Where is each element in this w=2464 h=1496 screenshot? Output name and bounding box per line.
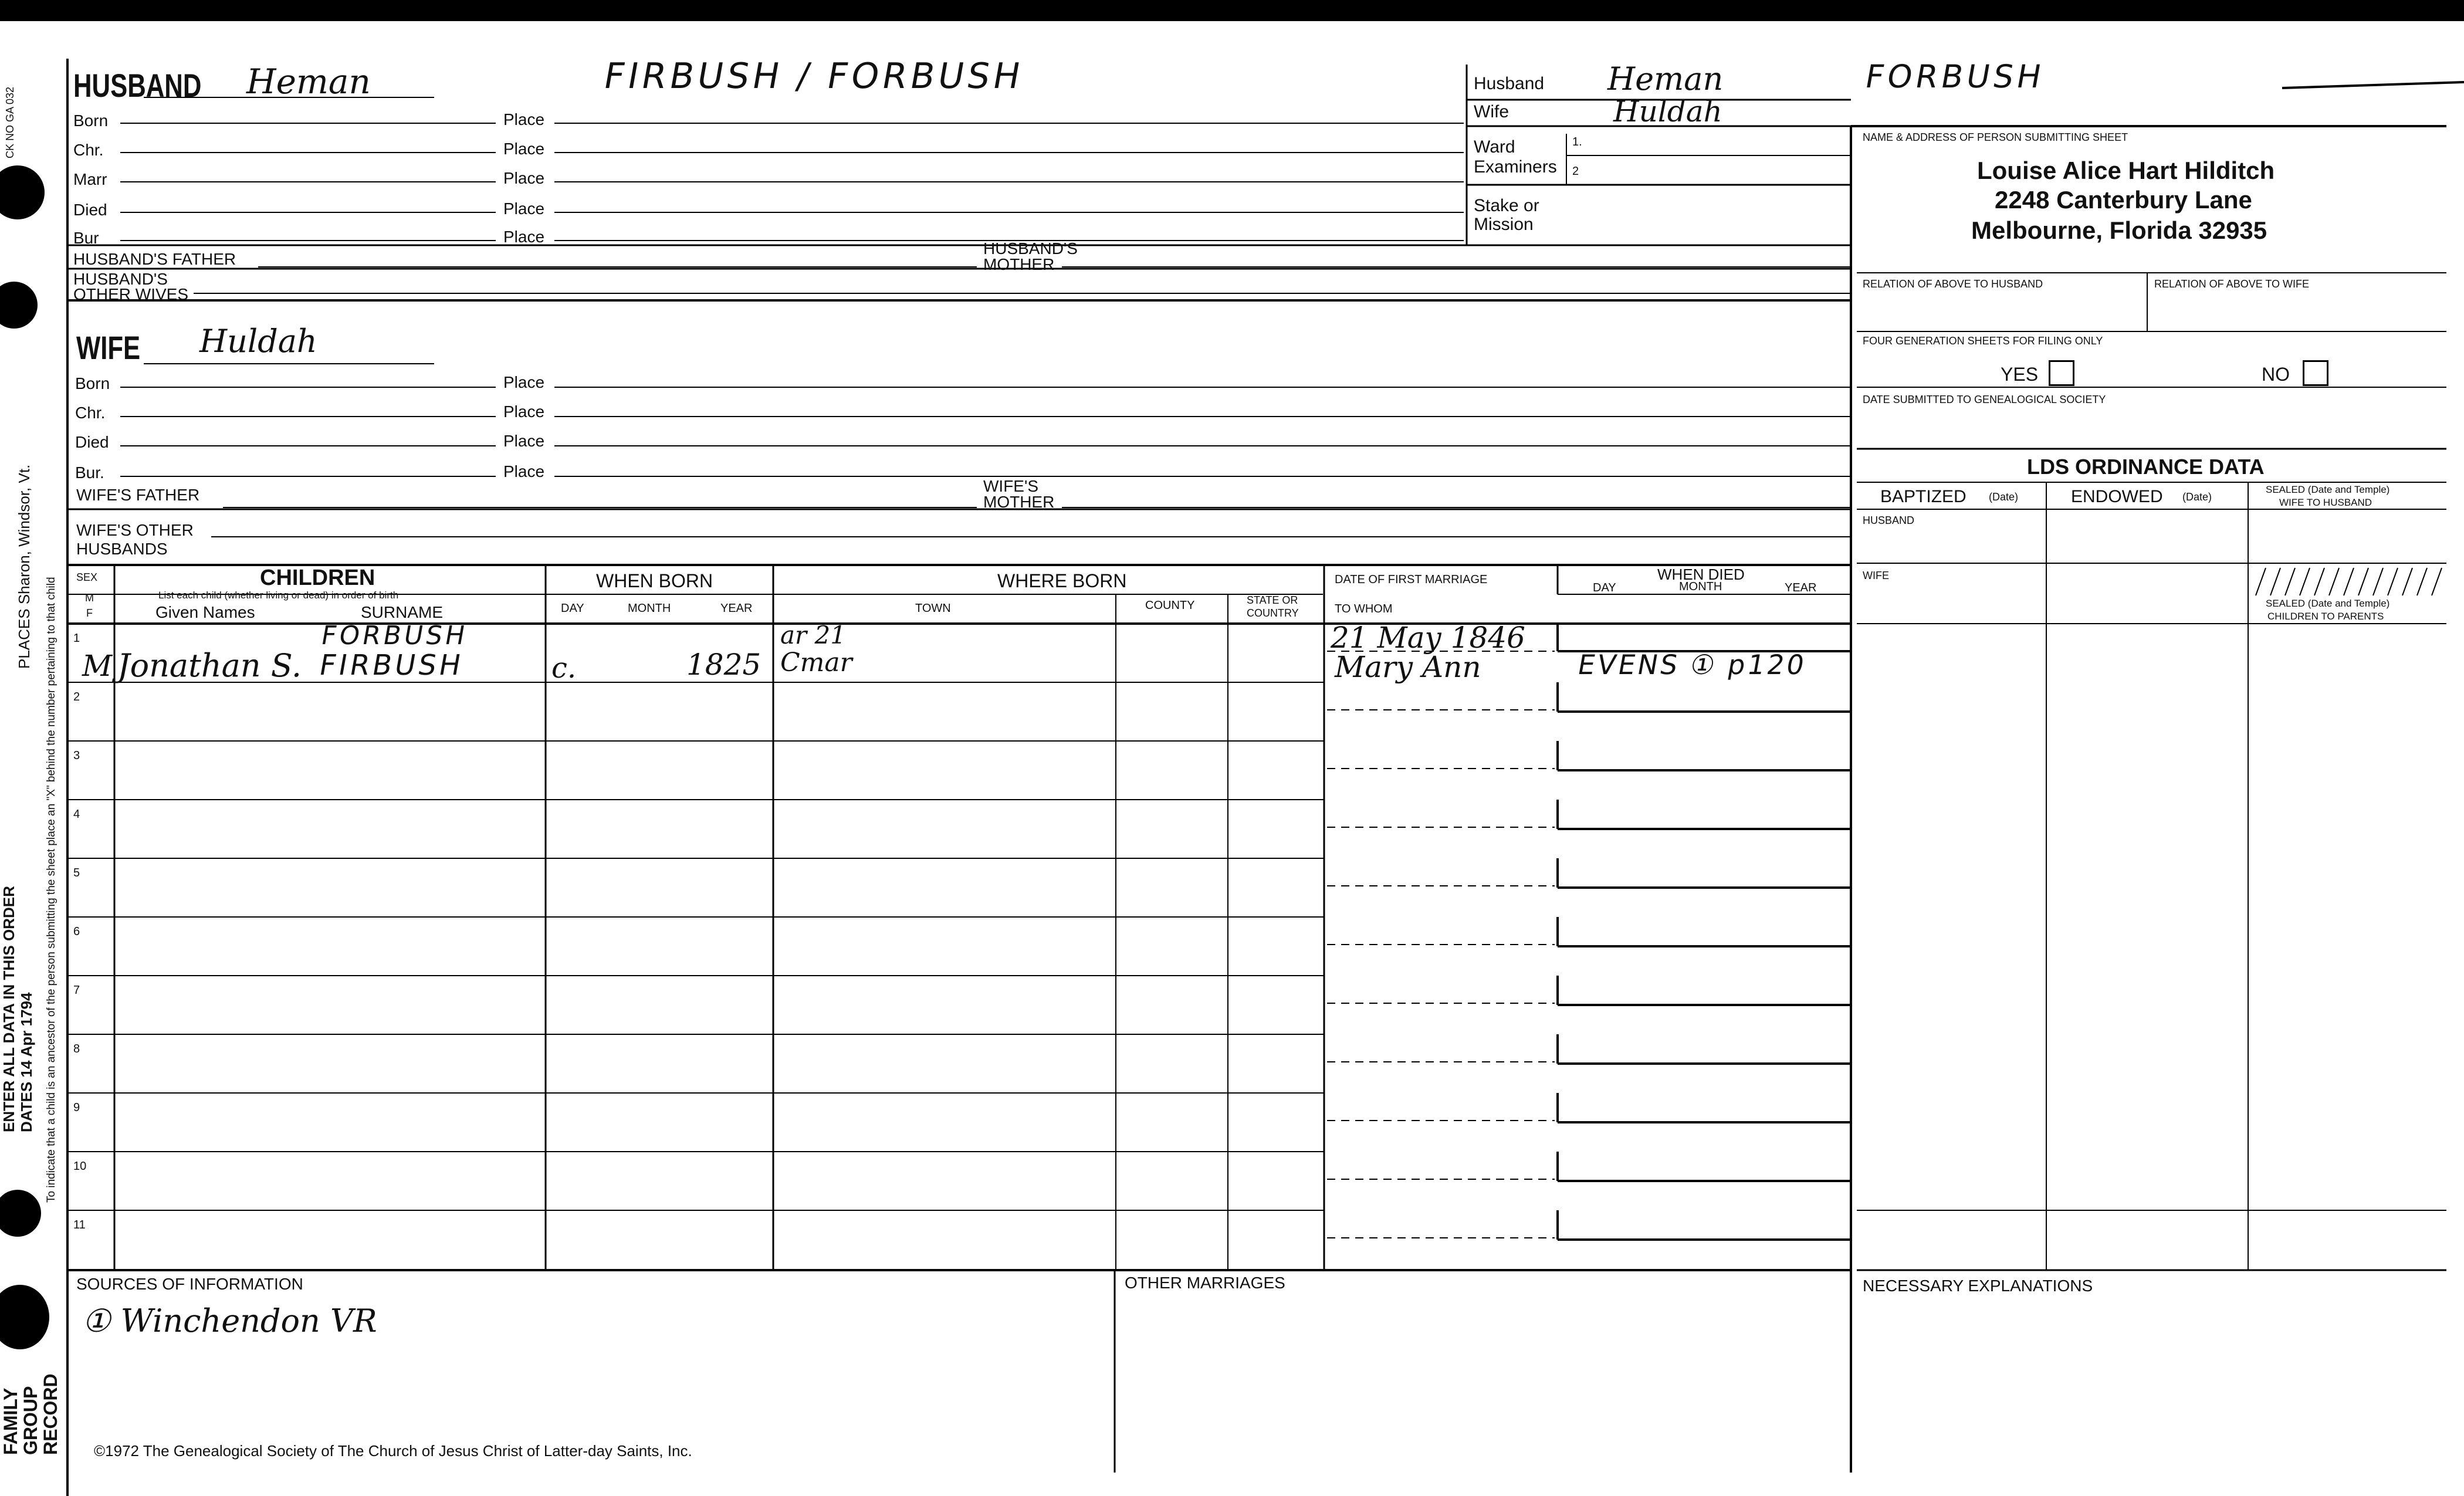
relation-wife-label: RELATION OF ABOVE TO WIFE	[2154, 278, 2310, 290]
husband-other-wives-label: HUSBAND'S	[73, 270, 168, 288]
hb-examiners-label: Examiners	[1474, 157, 1557, 177]
wife-mother-label: MOTHER	[983, 493, 1055, 511]
hb-examiner-2: 2	[1572, 165, 1579, 178]
given-names-label: Given Names	[155, 603, 255, 621]
no-label: NO	[2262, 364, 2290, 385]
sources-label: SOURCES OF INFORMATION	[76, 1275, 303, 1293]
lds-sealed-children: SEALED (Date and Temple)	[2266, 598, 2390, 609]
wife-given-name: Huldah	[199, 323, 317, 360]
hb-wife-label: Wife	[1474, 102, 1509, 121]
died-day-label: DAY	[1593, 581, 1616, 594]
submitter-city: Melbourne, Florida 32935	[1971, 216, 2267, 244]
four-gen-label: FOUR GENERATION SHEETS FOR FILING ONLY	[1863, 335, 2103, 347]
wife-died-label: Died	[75, 433, 109, 451]
sex-f-label: F	[86, 607, 93, 619]
husband-mother-label: MOTHER	[983, 255, 1055, 273]
child1-town: Cmar	[780, 648, 852, 678]
other-marriages-label: OTHER MARRIAGES	[1125, 1274, 1285, 1292]
hb-examiner-1: 1.	[1572, 136, 1582, 148]
hb-husband-label: Husband	[1474, 74, 1545, 93]
wife-other-husbands-label: WIFE'S OTHER	[76, 521, 194, 539]
wife-place-label: Place	[503, 432, 545, 450]
lds-endowed: ENDOWED	[2071, 487, 2163, 506]
child-number: 8	[73, 1043, 80, 1055]
hb-stake-label: Stake or	[1474, 196, 1539, 215]
lds-sealed-children: CHILDREN TO PARENTS	[2267, 611, 2384, 622]
husband-place-label: Place	[503, 110, 545, 128]
hb-husband-surname: FORBUSH	[1862, 58, 2048, 95]
wife-bur-label: Bur.	[75, 463, 104, 482]
sex-m-label: M	[85, 592, 94, 604]
side-title-family: FAMILY	[0, 1387, 21, 1455]
copyright: ©1972 The Genealogical Society of The Church of Jesus Christ of Latter-day Saints, Inc.	[94, 1442, 692, 1460]
husband-marr-label: Marr	[73, 170, 107, 188]
town-label: TOWN	[915, 602, 951, 615]
wife-chr-label: Chr.	[75, 404, 106, 422]
state-label: COUNTRY	[1247, 607, 1299, 619]
date-submitted-label: DATE SUBMITTED TO GENEALOGICAL SOCIETY	[1863, 394, 2106, 405]
children-list-note: List each child (whether living or dead) in order of birth	[158, 590, 399, 601]
lds-sealed-label: WIFE TO HUSBAND	[2279, 497, 2372, 508]
husband-place-label: Place	[503, 228, 545, 246]
lds-baptized-date: (Date)	[1989, 491, 2019, 503]
where-born-label: WHERE BORN	[997, 570, 1127, 591]
child1-given: Jonathan S.	[117, 647, 302, 684]
wife-place-label: Place	[503, 373, 545, 391]
submitter-name: Louise Alice Hart Hilditch	[1977, 157, 2275, 184]
to-whom-label: TO WHOM	[1335, 603, 1393, 615]
form-number: CK NO GA 032	[4, 86, 16, 158]
first-marriage-label: DATE OF FIRST MARRIAGE	[1335, 573, 1488, 586]
child1-spouse: Mary Ann	[1335, 650, 1481, 684]
died-year-label: YEAR	[1785, 581, 1817, 594]
day-label: DAY	[561, 602, 584, 615]
child1-birth-year: 1825	[686, 648, 761, 682]
lds-title: LDS ORDINANCE DATA	[2027, 455, 2265, 479]
husband-place-label: Place	[503, 140, 545, 158]
child1-marriage-date: 21 May 1846	[1331, 621, 1525, 655]
wife-place-label: Place	[503, 402, 545, 421]
child-number: 1	[73, 632, 80, 645]
wife-place-label: Place	[503, 462, 545, 480]
wife-other-husbands-label: HUSBANDS	[76, 540, 168, 558]
child1-surname-correction: FORBUSH	[319, 621, 471, 651]
hb-ward-label: Ward	[1474, 137, 1515, 157]
side-places: PLACES Sharon, Windsor, Vt.	[15, 464, 33, 669]
husband-father-label: HUSBAND'S FATHER	[73, 250, 236, 268]
husband-other-wives-label: OTHER WIVES	[73, 285, 189, 303]
died-month-label: MONTH	[1679, 580, 1722, 593]
child1-spouse-surname: EVENS ① p120	[1575, 649, 1809, 681]
hb-mission-label: Mission	[1474, 215, 1534, 234]
hb-husband-given: Heman	[1607, 60, 1724, 97]
child-number: 10	[73, 1160, 87, 1173]
child-number: 3	[73, 749, 80, 762]
yes-label: YES	[2001, 364, 2039, 385]
wife-mother-label: WIFE'S	[983, 477, 1039, 495]
state-label: STATE OR	[1247, 594, 1298, 606]
child-number: 5	[73, 867, 80, 879]
side-dates: DATES 14 Apr 1794	[18, 992, 35, 1132]
child1-town-note: ar 21	[780, 621, 846, 649]
child-number: 4	[73, 808, 80, 821]
child-number: 9	[73, 1101, 80, 1114]
husband-bur-label: Bur	[73, 229, 99, 247]
submitter-street: 2248 Canterbury Lane	[1995, 186, 2252, 214]
wife-born-label: Born	[75, 374, 110, 392]
husband-place-label: Place	[503, 199, 545, 218]
husband-died-label: Died	[73, 201, 107, 219]
wife-father-label: WIFE'S FATHER	[76, 486, 200, 504]
sex-label: SEX	[76, 571, 98, 583]
child-number: 11	[73, 1219, 86, 1231]
husband-place-label: Place	[503, 169, 545, 187]
lds-wife-label: WIFE	[1863, 570, 1889, 581]
when-died-label: WHEN DIED	[1657, 566, 1745, 583]
county-label: COUNTY	[1145, 599, 1195, 612]
month-label: MONTH	[628, 602, 671, 615]
husband-given-name: Heman	[246, 62, 371, 101]
husband-mother-label: HUSBAND'S	[983, 239, 1078, 258]
child-number: 6	[73, 925, 80, 938]
child-number: 7	[73, 984, 80, 997]
lds-husband-label: HUSBAND	[1863, 515, 1915, 526]
lds-endowed-date: (Date)	[2182, 491, 2212, 503]
husband-chr-label: Chr.	[73, 141, 104, 159]
side-title-record: RECORD	[40, 1373, 61, 1455]
child1-birth-day: c.	[551, 652, 577, 685]
lds-sealed-label: SEALED (Date and Temple)	[2266, 484, 2390, 495]
side-note: To indicate that a child is an ancestor of the person submitting the sheet place an "X" behind the number pertaining to that child	[45, 577, 57, 1203]
submitter-header: NAME & ADDRESS OF PERSON SUBMITTING SHEET	[1863, 131, 2128, 143]
no-checkbox[interactable]	[2303, 360, 2328, 386]
relation-husband-label: RELATION OF ABOVE TO HUSBAND	[1863, 278, 2043, 290]
husband-surname: FIRBUSH / FORBUSH	[600, 56, 1027, 97]
husband-born-label: Born	[73, 111, 109, 130]
child1-surname: FIRBUSH	[317, 649, 466, 682]
wife-label: WIFE	[76, 329, 141, 366]
children-title: CHILDREN	[260, 566, 375, 590]
yes-checkbox[interactable]	[2049, 360, 2074, 386]
child1-sex: M	[82, 649, 113, 683]
year-label: YEAR	[720, 602, 753, 615]
when-born-label: WHEN BORN	[596, 570, 713, 591]
child-number: 2	[73, 691, 80, 703]
sources-value: ① Winchendon VR	[82, 1302, 377, 1339]
surname-label: SURNAME	[361, 603, 444, 621]
hb-wife-value: Huldah	[1613, 94, 1722, 128]
side-instructions: ENTER ALL DATA IN THIS ORDER	[0, 886, 18, 1132]
side-title-group: GROUP	[20, 1386, 41, 1455]
necessary-explanations-label: NECESSARY EXPLANATIONS	[1863, 1277, 2093, 1295]
lds-baptized: BAPTIZED	[1880, 487, 1967, 506]
husband-label: HUSBAND	[73, 67, 202, 104]
